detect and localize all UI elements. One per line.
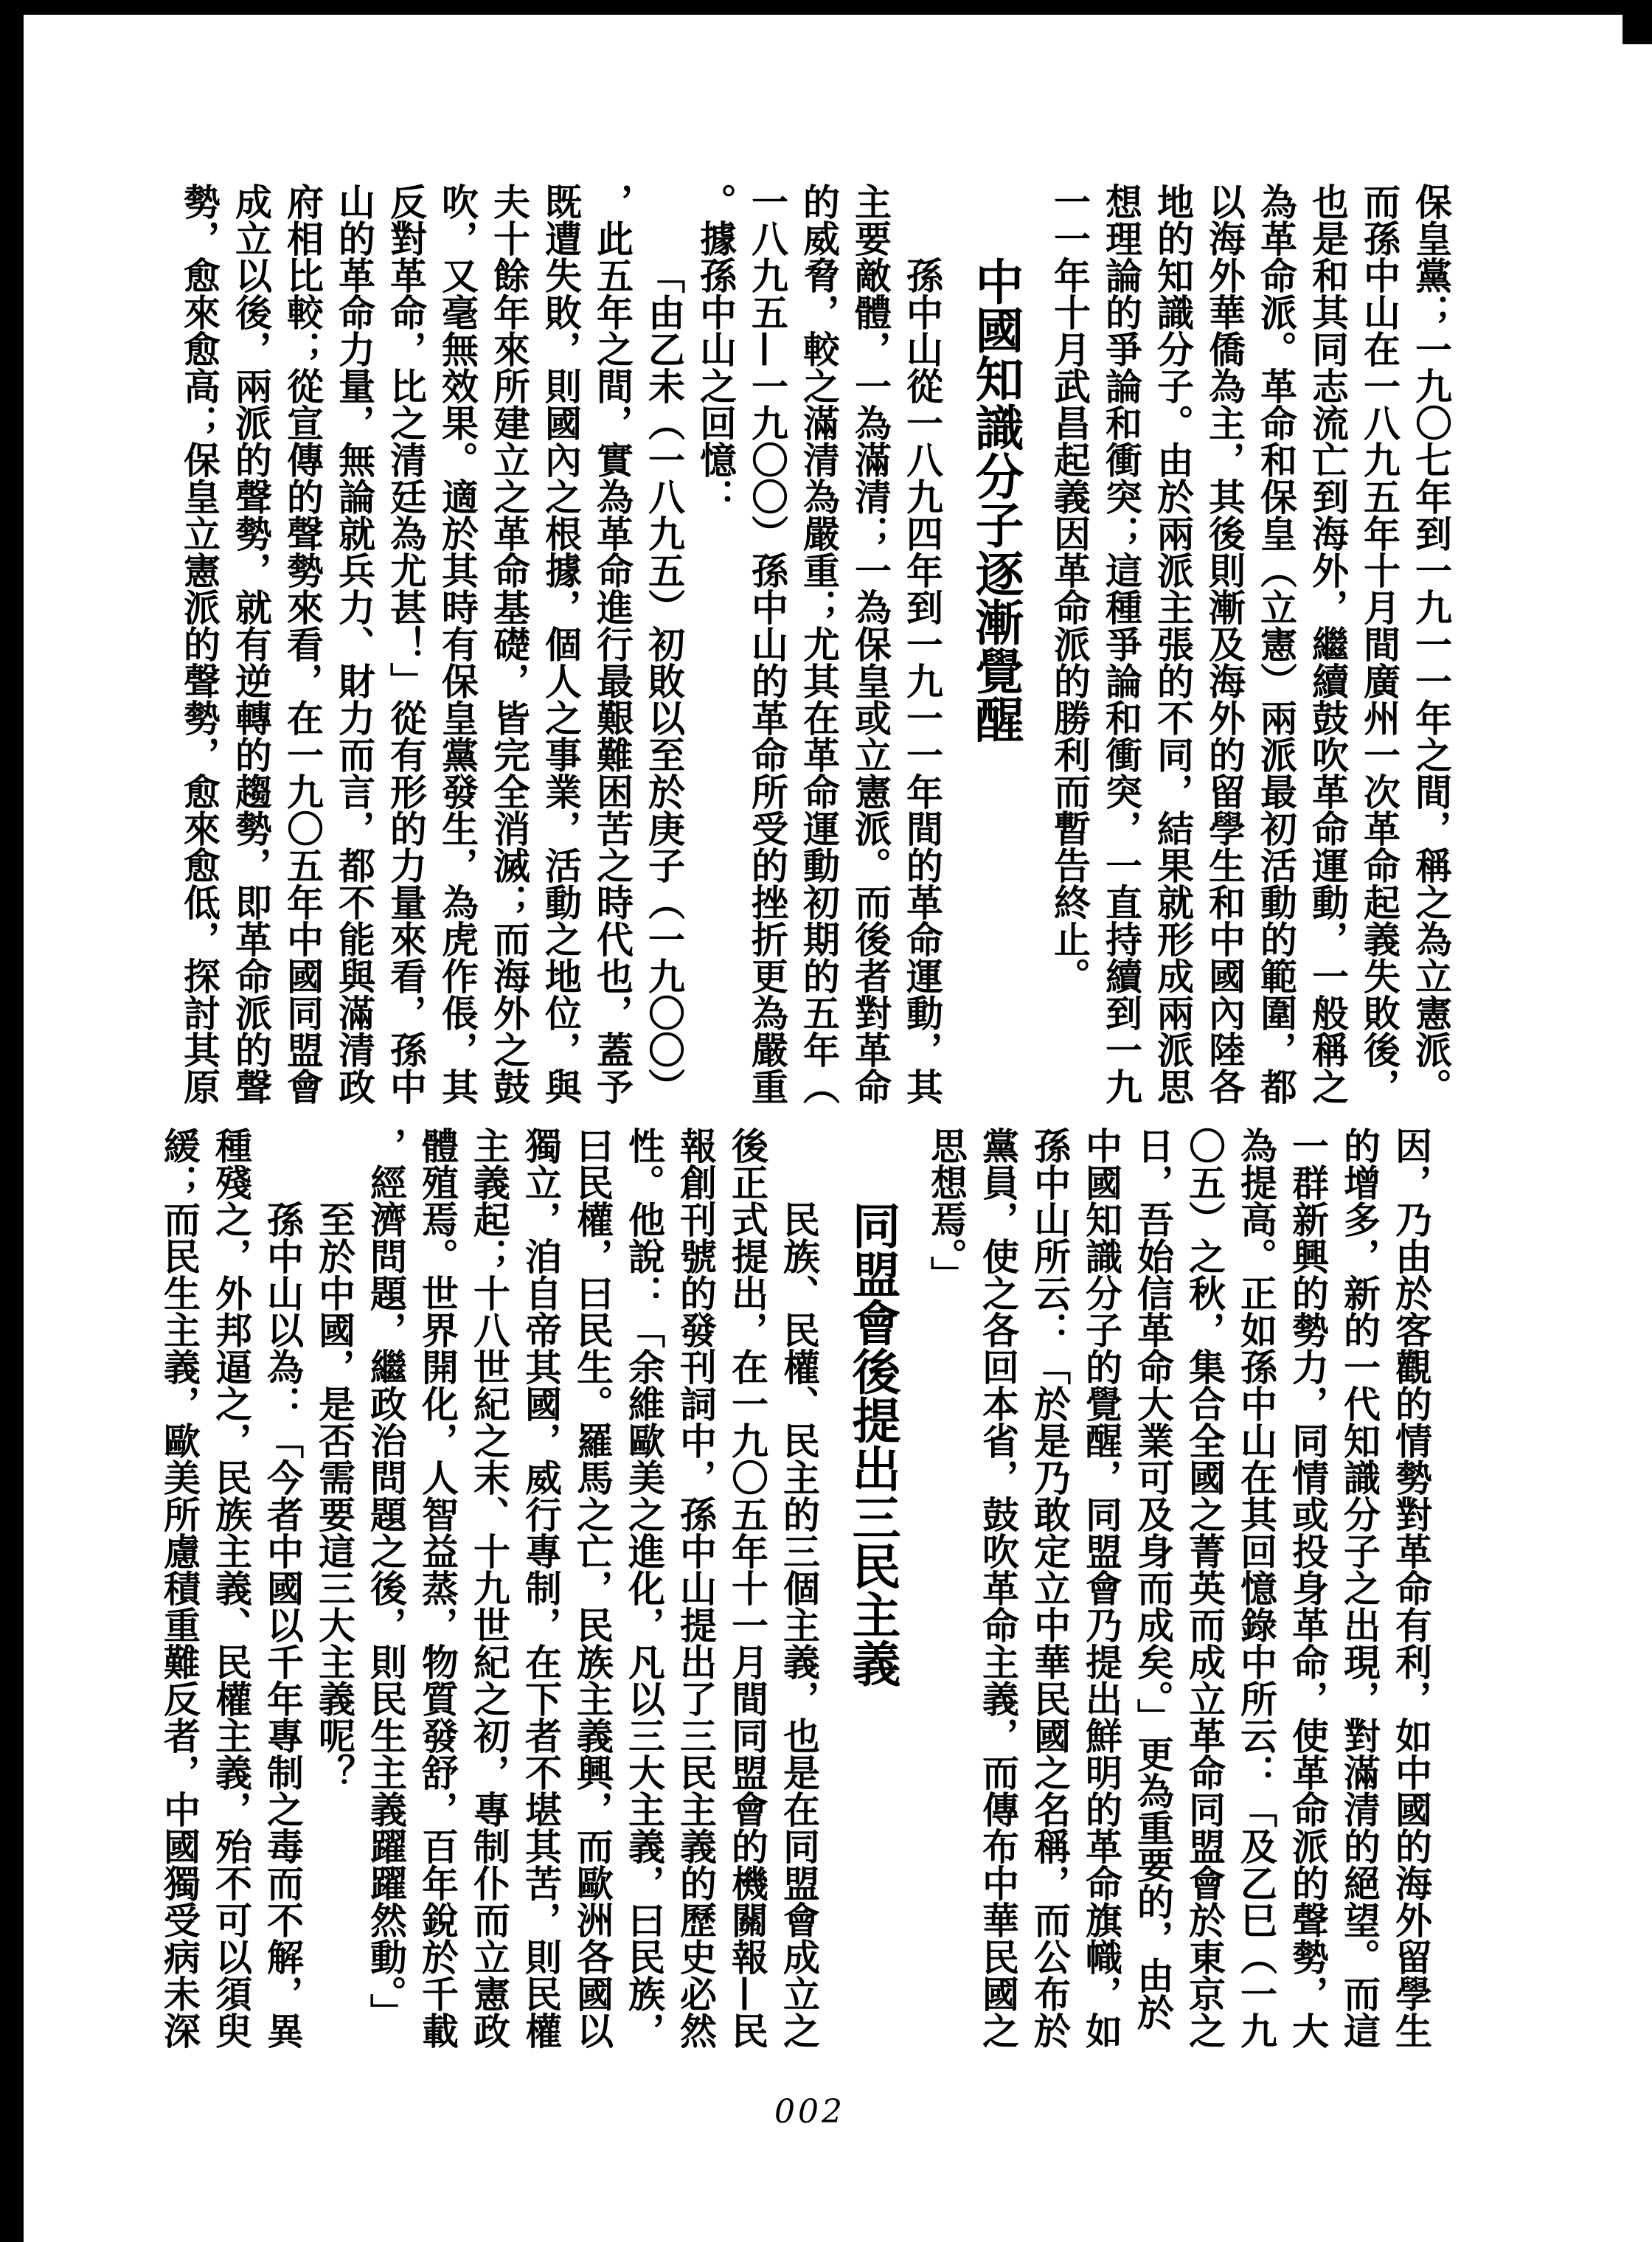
text-column: 曰民權，曰民生。羅馬之亡，民族主義興，而歐洲各國以 <box>571 1127 614 2049</box>
text-column: 反對革命，比之清廷為尤甚！」從有形的力量來看，孫中 <box>384 183 428 1105</box>
text-column: 孫中山所云：「於是乃敢定立中華民國之名稱，而公布於 <box>1028 1127 1072 2049</box>
section-heading: 中國知識分子逐漸覺醒 <box>967 257 1024 743</box>
text-column: 〇五）之秋，集合全國之菁英而成立革命同盟會於東京之 <box>1183 1127 1226 2049</box>
text-column: 為革命派。革命和保皇（立憲）兩派最初活動的範圍，都 <box>1254 183 1298 1105</box>
text-column: 為提高。正如孫中山在其回憶錄中所云：「及乙巳（一九 <box>1235 1127 1278 2049</box>
text-column: 體殖焉。世界開化，人智益蒸，物質發舒，百年銳於千載 <box>416 1127 459 2049</box>
text-column: 民族、民權、民主的三個主義，也是在同盟會成立之 <box>777 1201 821 2049</box>
text-column: 中國知識分子的覺醒，同盟會乃提出鮮明的革命旗幟，如 <box>1080 1127 1123 2049</box>
text-column: 一八九五—一九〇〇）孫中山的革命所受的挫折更為嚴重 <box>746 183 789 1105</box>
bottom-text-section <box>153 1127 1437 2049</box>
text-column: 種殘之，外邦逼之，民族主義、民權主義，殆不可以須臾 <box>209 1127 253 2049</box>
page-number: 002 <box>774 2093 845 2131</box>
text-column: 日，吾始信革命大業可及身而成矣。」更為重要的，由於 <box>1131 1127 1175 2030</box>
text-column: 以海外華僑為主，其後則漸及海外的留學生和中國內陸各 <box>1203 183 1246 1105</box>
text-column: ，此五年之間，實為革命進行最艱難困苦之時代也，蓋予 <box>591 183 634 1105</box>
text-column: 報創刊號的發刊詞中，孫中山提出了三民主義的歷史必然 <box>674 1127 718 2049</box>
text-column: 夫十餘年來所建立之革命基礎，皆完全消滅；而海外之鼓 <box>487 183 531 1105</box>
text-column: 獨立，洎自帝其國，威行專制，在下者不堪其苦，則民權 <box>519 1127 563 2049</box>
text-column: 地的知識分子。由於兩派主張的不同，結果就形成兩派思 <box>1151 183 1195 1105</box>
text-column: 的威脅，較之滿清為嚴重；尤其在革命運動初期的五年（ <box>797 183 841 1105</box>
text-column: 至於中國，是否需要這三大主義呢？ <box>313 1201 356 1791</box>
text-column: 吹，又毫無效果。適於其時有保皇黨發生，為虎作倀，其 <box>436 183 479 1105</box>
scan-border-top <box>0 0 1652 15</box>
text-column: 想理論的爭論和衝突；這種爭論和衝突，一直持續到一九 <box>1100 183 1143 1105</box>
text-column: 性。他說：「余維歐美之進化，凡以三大主義，曰民族， <box>622 1127 666 2049</box>
text-column: 緩；而民生主義，歐美所慮積重難反者，中國獨受病未深 <box>158 1127 201 2049</box>
text-column: 也是和其同志流亡到海外，繼續鼓吹革命運動，一般稱之 <box>1306 183 1350 1105</box>
text-column: 「由乙未（一八九五）初敗以至於庚子（一九〇〇） <box>642 257 686 1105</box>
text-column: 一一年十月武昌起義因革命派的勝利而暫告終止。 <box>1048 183 1092 994</box>
text-column: 孫中山從一八九四年到一九一一年間的革命運動，其 <box>900 257 944 1105</box>
text-column: 黨員，使之各回本省，鼓吹革命主義，而傳布中華民國之 <box>976 1127 1020 2049</box>
text-column: 孫中山以為：「今者中國以千年專制之毒而不解，異 <box>261 1201 305 2049</box>
text-column: 保皇黨；一九〇七年到一九一一年之間，稱之為立憲派。 <box>1409 183 1453 1105</box>
text-column: 思想焉。」 <box>925 1127 968 1293</box>
text-column: 的增多，新的一代知識分子之出現，對滿清的絕望。而這 <box>1338 1127 1381 2049</box>
text-column: 府相比較；從宣傳的聲勢來看，在一九〇五年中國同盟會 <box>281 183 324 1105</box>
text-column: 既遭失敗，則國內之根據，個人之事業，活動之地位，與 <box>539 183 583 1105</box>
section-heading: 同盟會後提出三民主義 <box>844 1201 901 1687</box>
text-column: 成立以後，兩派的聲勢，就有逆轉的趨勢，即革命派的聲 <box>229 183 273 1105</box>
text-column: 主要敵體，一為滿清；一為保皇或立憲派。而後者對革命 <box>849 183 892 1105</box>
scan-border-right <box>1622 0 1652 44</box>
text-column: ，經濟問題，繼政治問題之後，則民生主義躍躍然動。」 <box>364 1127 408 2030</box>
text-column: 而孫中山在一八九五年十月間廣州一次革命起義失敗後， <box>1358 183 1401 1105</box>
text-column: 後正式提出，在一九〇五年十一月間同盟會的機關報—民 <box>726 1127 769 2049</box>
text-column: 勢，愈來愈高；保皇立憲派的聲勢，愈來愈低，探討其原 <box>178 183 221 1105</box>
scan-border-left <box>0 0 24 2242</box>
text-column: 一群新興的勢力，同情或投身革命，使革命派的聲勢，大 <box>1286 1127 1330 2049</box>
top-text-section <box>173 183 1457 1105</box>
text-column: 山的革命力量，無論就兵力、財力而言，都不能與滿清政 <box>333 183 376 1105</box>
text-column: 主義起；十八世紀之末、十九世紀之初，專制仆而立憲政 <box>468 1127 511 2049</box>
text-column: 。據孫中山之回憶： <box>694 183 738 515</box>
text-column: 因，乃由於客觀的情勢對革命有利，如中國的海外留學生 <box>1389 1127 1433 2049</box>
